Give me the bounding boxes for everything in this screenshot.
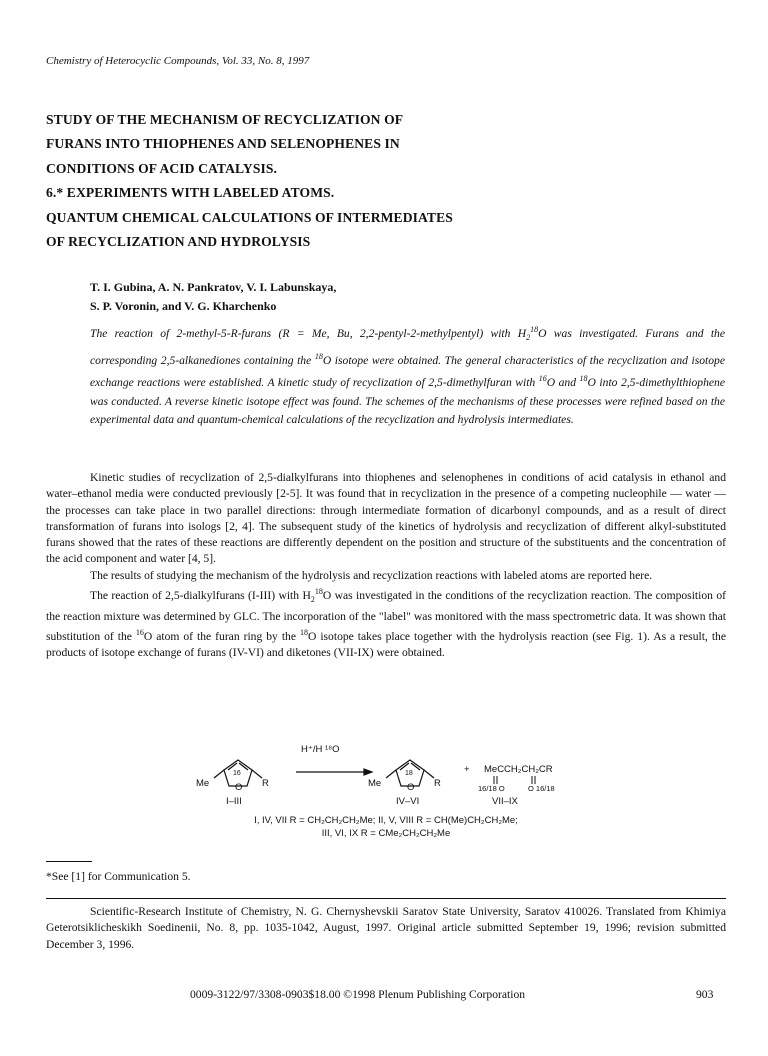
diketone-oxygen-right: O 16/18 [528, 784, 555, 793]
scheme-drawing [46, 740, 726, 810]
title-line: 6.* EXPERIMENTS WITH LABELED ATOMS. [46, 185, 335, 201]
isotope-label: 18 [405, 770, 413, 777]
scheme-caption: III, VI, IX R = CMe₂CH₂CH₂Me [321, 828, 451, 839]
title-line: STUDY OF THE MECHANISM OF RECYCLIZATION OF [46, 112, 404, 127]
paragraph: The reaction of 2,5-dialkylfurans (I-III) with $H_2^{18}O$ was investigated in the conditions of the recyclization reaction. The composition of the reaction mixture was determined by GLC. The incorporation of the "label" was monitored with the mass spectrometric data. It was shown that substitution of the $^{16}$O atom of the furan ring by the $^{18}$O isotope takes place together with the hydrolysis reaction (see Fig. 1). As a result, the products of isotope exchange of furans (IV-VI) and diketones (VII-IX) were obtained. [46, 587, 726, 659]
author-line: S. P. Voronin, and V. G. Kharchenko [90, 299, 277, 313]
affiliation-divider [46, 898, 726, 899]
isotope-label: 16 [233, 770, 241, 777]
affiliation: Scientific-Research Institute of Chemistry, N. G. Chernyshevskii Saratov State University, Saratov 410026. Translated from Khimiya Geterotsiklicheskikh Soedinenii, No. 8, pp. 1035-1042, August, 1997. Original article submitted September 19, 1996; revision submitted December 3, 1996. [46, 905, 726, 951]
body-text [46, 470, 726, 661]
footnote: *See [1] for Communication 5. [46, 870, 191, 883]
reaction-scheme [46, 740, 726, 840]
abstract: The reaction of 2-methyl-5-R-furans (R = Me, Bu, 2,2-pentyl-2-methylpentyl) with $H_2^{18}O$ was investigated. Furans and the corresponding 2,5-alkanediones containing the $^{18}$O isotope were obtained. The general characteristics of the recyclization and isotope exchange reactions were established. A kinetic study of recyclization of 2,5-dimethylfuran with $^{16}$O and $^{18}$O into 2,5-dimethylthiophene was conducted. A reverse kinetic isotope effect was found. The schemes of the mechanisms of these processes were refined based on the experimental data and quantum-chemical calculations of the recyclization and hydrolysis intermediates. [90, 325, 725, 427]
plus-sign: + [464, 764, 470, 775]
compound-label: I–III [226, 796, 242, 807]
copyright-footer: 0009-3122/97/3308-0903$18.00 ©1998 Plenum Publishing Corporation [190, 988, 526, 1001]
title-line: QUANTUM CHEMICAL CALCULATIONS OF INTERMEDIATES [46, 209, 453, 225]
title-line: OF RECYCLIZATION AND HYDROLYSIS [46, 234, 311, 250]
reaction-arrow [296, 769, 372, 775]
compound-label: VII–IX [492, 796, 518, 807]
journal-header: Chemistry of Heterocyclic Compounds, Vol. 33, No. 8, 1997 [46, 55, 310, 67]
substituent-r: R [434, 778, 441, 789]
page-number: 903 [696, 988, 714, 1001]
footnote-divider [46, 861, 92, 862]
substituent-r: R [262, 778, 269, 789]
carbonyl-bonds [494, 776, 535, 784]
diketone-formula: MeCCH₂CH₂CR [484, 764, 553, 775]
ring-oxygen: O [235, 782, 243, 793]
author-line: T. I. Gubina, A. N. Pankratov, V. I. Labunskaya, [90, 280, 337, 294]
scheme-caption: I, IV, VII R = CH₂CH₂CH₂Me; II, V, VIII R = CH(Me)CH₂CH₂Me; [254, 815, 518, 826]
compound-label: IV–VI [396, 796, 420, 807]
paragraph: Kinetic studies of recyclization of 2,5-dialkylfurans into thiophenes and selenophenes in conditions of acid catalysis in ethanol and water–ethanol media were conducted previously [2-5]. It was found that in recyclization in the presence of a competing nucleophile — water — the processes can take place in two parallel directions: through intermediate formation of dicarbonyl compounds, and as a result of direct transformation of furans into isologs [2, 4]. The subsequent study of the kinetics of hydrolysis and recyclization of different alkyl-substituted furans showed that the rates of these reactions are differently dependent on the position and structure of the substituents and the concentration of the acid component and water [4, 5]. [46, 471, 726, 566]
article-title [46, 108, 726, 254]
substituent-me: Me [196, 778, 210, 789]
paragraph: The results of studying the mechanism of the hydrolysis and recyclization reactions with labeled atoms are reported here. [90, 568, 653, 582]
title-line: FURANS INTO THIOPHENES AND SELENOPHENES IN [46, 136, 400, 152]
substituent-me: Me [368, 778, 382, 789]
title-line: CONDITIONS OF ACID CATALYSIS. [46, 160, 278, 176]
ring-oxygen: O [407, 782, 415, 793]
author-list [90, 278, 336, 316]
diketone-oxygen-left: 16/18 O [478, 784, 505, 793]
reagent-label: H⁺/H ¹⁸O [301, 744, 340, 755]
